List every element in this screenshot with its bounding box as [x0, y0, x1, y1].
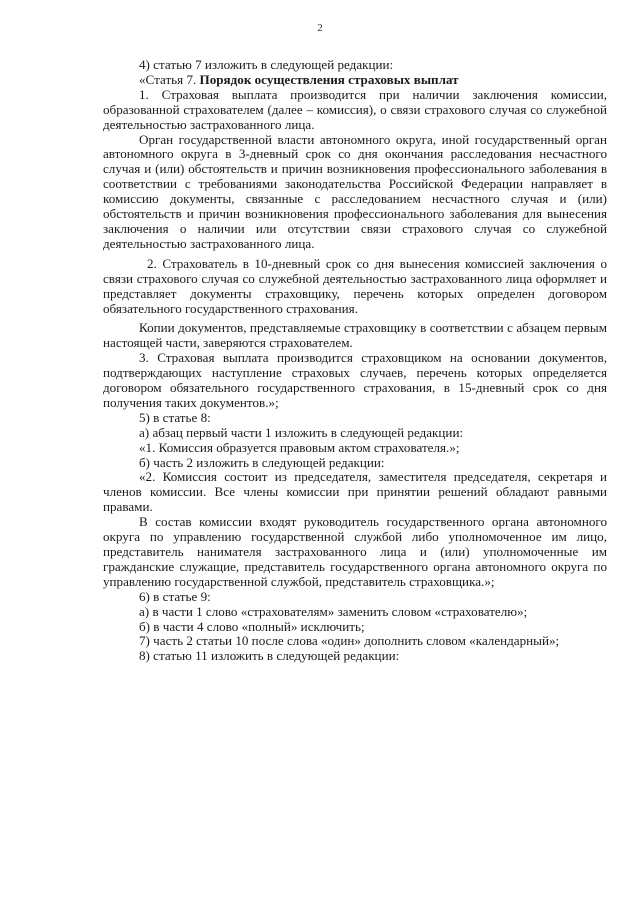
article-7-title: Порядок осуществления страховых выплат [199, 71, 459, 87]
amendment-item-5b: б) часть 2 изложить в следующей редакции: [139, 454, 385, 470]
amendment-item-5a: а) абзац первый части 1 изложить в следующей редакции: [139, 424, 464, 440]
amendment-item-8: 8) статью 11 изложить в следующей редакции: [139, 648, 400, 664]
article-7-part-2: 2. Страхователь в 10-дневный срок со дня вынесения комиссией заключения о связи страхового случая со служебной деятельностью застрахованного лица оформляет и представляет документы страховщику, перечень которых определен договором обязательного государственного страхования. [103, 255, 607, 316]
article-7-part-1: 1. Страховая выплата производится при наличии заключения комиссии, образованной страхователем (далее – комиссия), о связи страхового случая со служебной деятельностью застрахованного лица. [103, 86, 607, 132]
article-7-part-1-paragraph-2: Орган государственной власти автономного округа, иной государственный орган автономного округа в 3-дневный срок со дня окончания расследования несчастного случая и (или) обстоятельств и причин возникновения профессионального заболевания в соответствии с требованиями законодательства Российской Федерации направляет в комиссию документы, связанные с расследованием несчастного случая и (или) обстоятельств и причин возникновения профессионального заболевания для вынесения заключения о наличии или отсутствии связи страхового случая со служебной деятельностью застрахованного лица. [103, 131, 607, 251]
article-7-heading [103, 73, 607, 88]
amendment-item-7: 7) часть 2 статьи 10 после слова «один» дополнить словом «календарный»; [139, 633, 560, 649]
amendment-item-6: 6) в статье 9: [139, 588, 211, 604]
article-7-part-3: 3. Страховая выплата производится страховщиком на основании документов, подтверждающих наступление страховых случаев, перечень которых определяется договором обязательного государственного страхования, в 15-дневный срок со дня получения таких документов.»; [103, 350, 607, 410]
article-8-part-2-paragraph-2: В состав комиссии входят руководитель государственного органа автономного округа по управлению государственной службой либо уполномоченное им лицо, представитель нанимателя застрахованного лица и (или) уполномоченные им гражданские служащие, представитель государственного органа автономного округа по управлению государственной службой, представитель страховщика.»; [103, 514, 607, 589]
article-8-part-1-text: «1. Комиссия образуется правовым актом страхователя.»; [139, 439, 460, 455]
page-number: 2 [317, 22, 323, 34]
amendment-item-5: 5) в статье 8: [139, 409, 211, 425]
document-body [103, 58, 607, 664]
amendment-item-6b: б) в части 4 слово «полный» исключить; [139, 618, 365, 634]
article-7-prefix: «Статья 7. [139, 71, 200, 87]
article-7-part-2-paragraph-2: Копии документов, представляемые страховщику в соответствии с абзацем первым настоящей части, заверяются страхователем. [103, 320, 607, 351]
amendment-item-4: 4) статью 7 изложить в следующей редакции: [139, 57, 394, 72]
amendment-item-6a: а) в части 1 слово «страхователям» заменить словом «страхователю»; [139, 603, 528, 619]
article-8-part-2-text: «2. Комиссия состоит из председателя, заместителя председателя, секретаря и членов комиссии. Все члены комиссии при принятии решений обладают равными правами. [103, 469, 607, 515]
